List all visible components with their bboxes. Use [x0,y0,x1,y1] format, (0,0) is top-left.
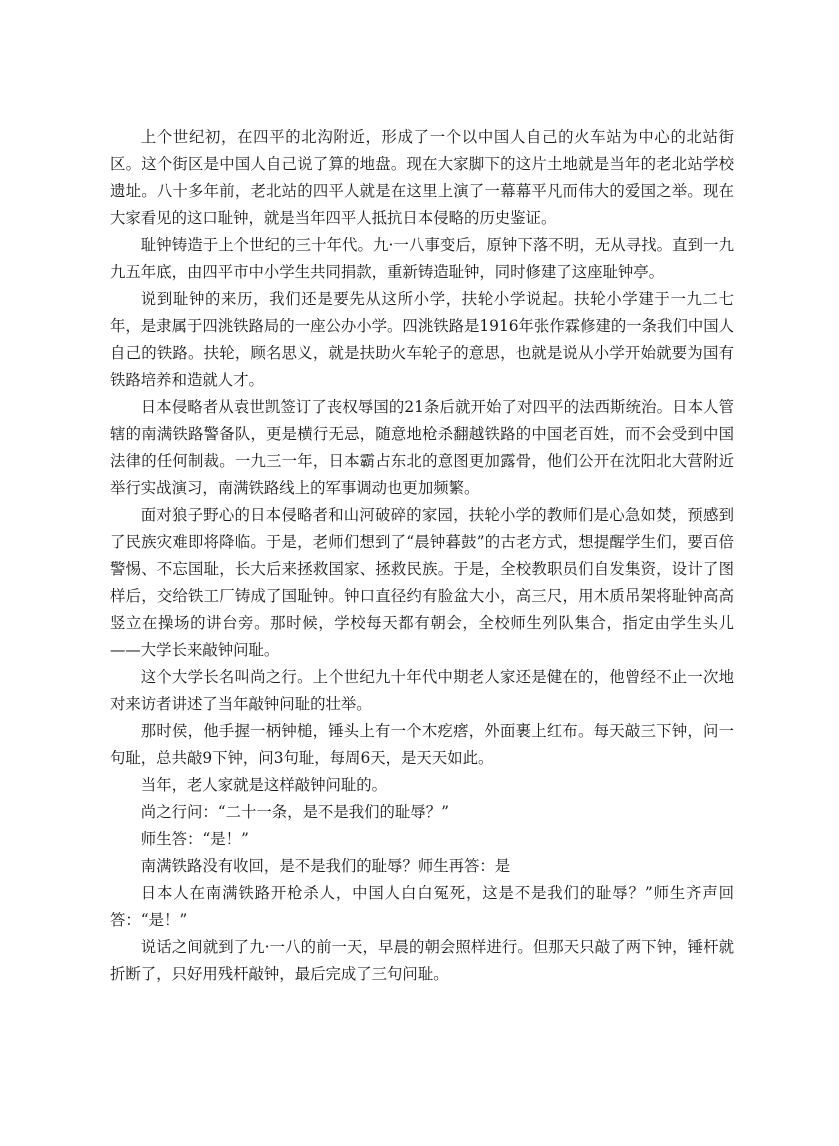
paragraph-2: 耻钟铸造于上个世纪的三十年代。九·一八事变后，原钟下落不明，无从寻找。直到一九九五年底，由四平市中小学生共同捐款，重新铸造耻钟，同时修建了这座耻钟亭。 [110,236,734,281]
paragraph-1: 上个世纪初，在四平的北沟附近，形成了一个以中国人自己的火车站为中心的北站街区。这个街区是中国人自己说了算的地盘。现在大家脚下的这片土地就是当年的老北站学校遗址。八十多年前，老北站的四平人就是在这里上演了一幕幕平凡而伟大的爱国之举。现在大家看见的这口耻钟，就是当年四平人抵抗日本侵略的历史鉴证。 [110,128,734,227]
paragraph-13: 说话之间就到了九·一八的前一天，早晨的朝会照样进行。但那天只敲了两下钟，锤杆就折断了，只好用残杆敲钟，最后完成了三句问耻。 [110,938,734,983]
paragraph-12: 日本人在南满铁路开枪杀人，中国人白白冤死，这是不是我们的耻辱？”师生齐声回答：“是！” [110,884,734,929]
paragraph-3: 说到耻钟的来历，我们还是要先从这所小学，扶轮小学说起。扶轮小学建于一九二七年，是隶属于四洮铁路局的一座公办小学。四洮铁路是1916年张作霖修建的一条我们中国人自己的铁路。扶轮，顾名思义，就是扶助火车轮子的意思，也就是说从小学开始就要为国有铁路培养和造就人才。 [110,290,735,389]
paragraph-9: 尚之行问：“二十一条，是不是我们的耻辱？” [140,803,449,821]
paragraph-5: 面对狼子野心的日本侵略者和山河破碎的家园，扶轮小学的教师们是心急如焚，预感到了民族灾难即将降临。于是，老师们想到了“晨钟暮鼓”的古老方式，想提醒学生们，要百倍警惕、不忘国耻，长大后来拯救国家、拯救民族。于是，全校教职员们自发集资，设计了图样后，交给铁工厂铸成了国耻钟。钟口直径约有脸盆大小，高三尺，用木质吊架将耻钟高高竖立在操场的讲台旁。那时候，学校每天都有朝会，全校师生列队集合，指定由学生头儿——大学长来敲钟问耻。 [110,506,734,659]
paragraph-8: 当年，老人家就是这样敲钟问耻的。 [140,776,388,794]
paragraph-6: 这个大学长名叫尚之行。上个世纪九十年代中期老人家还是健在的，他曾经不止一次地对来访者讲述了当年敲钟问耻的壮举。 [110,668,734,713]
paragraph-10: 师生答：“是！” [140,830,249,848]
paragraph-4: 日本侵略者从袁世凯签订了丧权辱国的21条后就开始了对四平的法西斯统治。日本人管辖的南满铁路警备队，更是横行无忌，随意地枪杀翻越铁路的中国老百姓，而不会受到中国法律的任何制裁。一九三一年，日本霸占东北的意图更加露骨，他们公开在沈阳北大营附近举行实战演习，南满铁路线上的军事调动也更加频繁。 [110,398,734,497]
document-body [110,124,734,988]
paragraph-11: 南满铁路没有收回，是不是我们的耻辱？师生再答：是 [140,857,511,875]
paragraph-7: 那时侯，他手握一柄钟槌，锤头上有一个木疙瘩，外面裹上红布。每天敲三下钟，问一句耻，总共敲9下钟，问3句耻，每周6天，是天天如此。 [110,722,734,767]
